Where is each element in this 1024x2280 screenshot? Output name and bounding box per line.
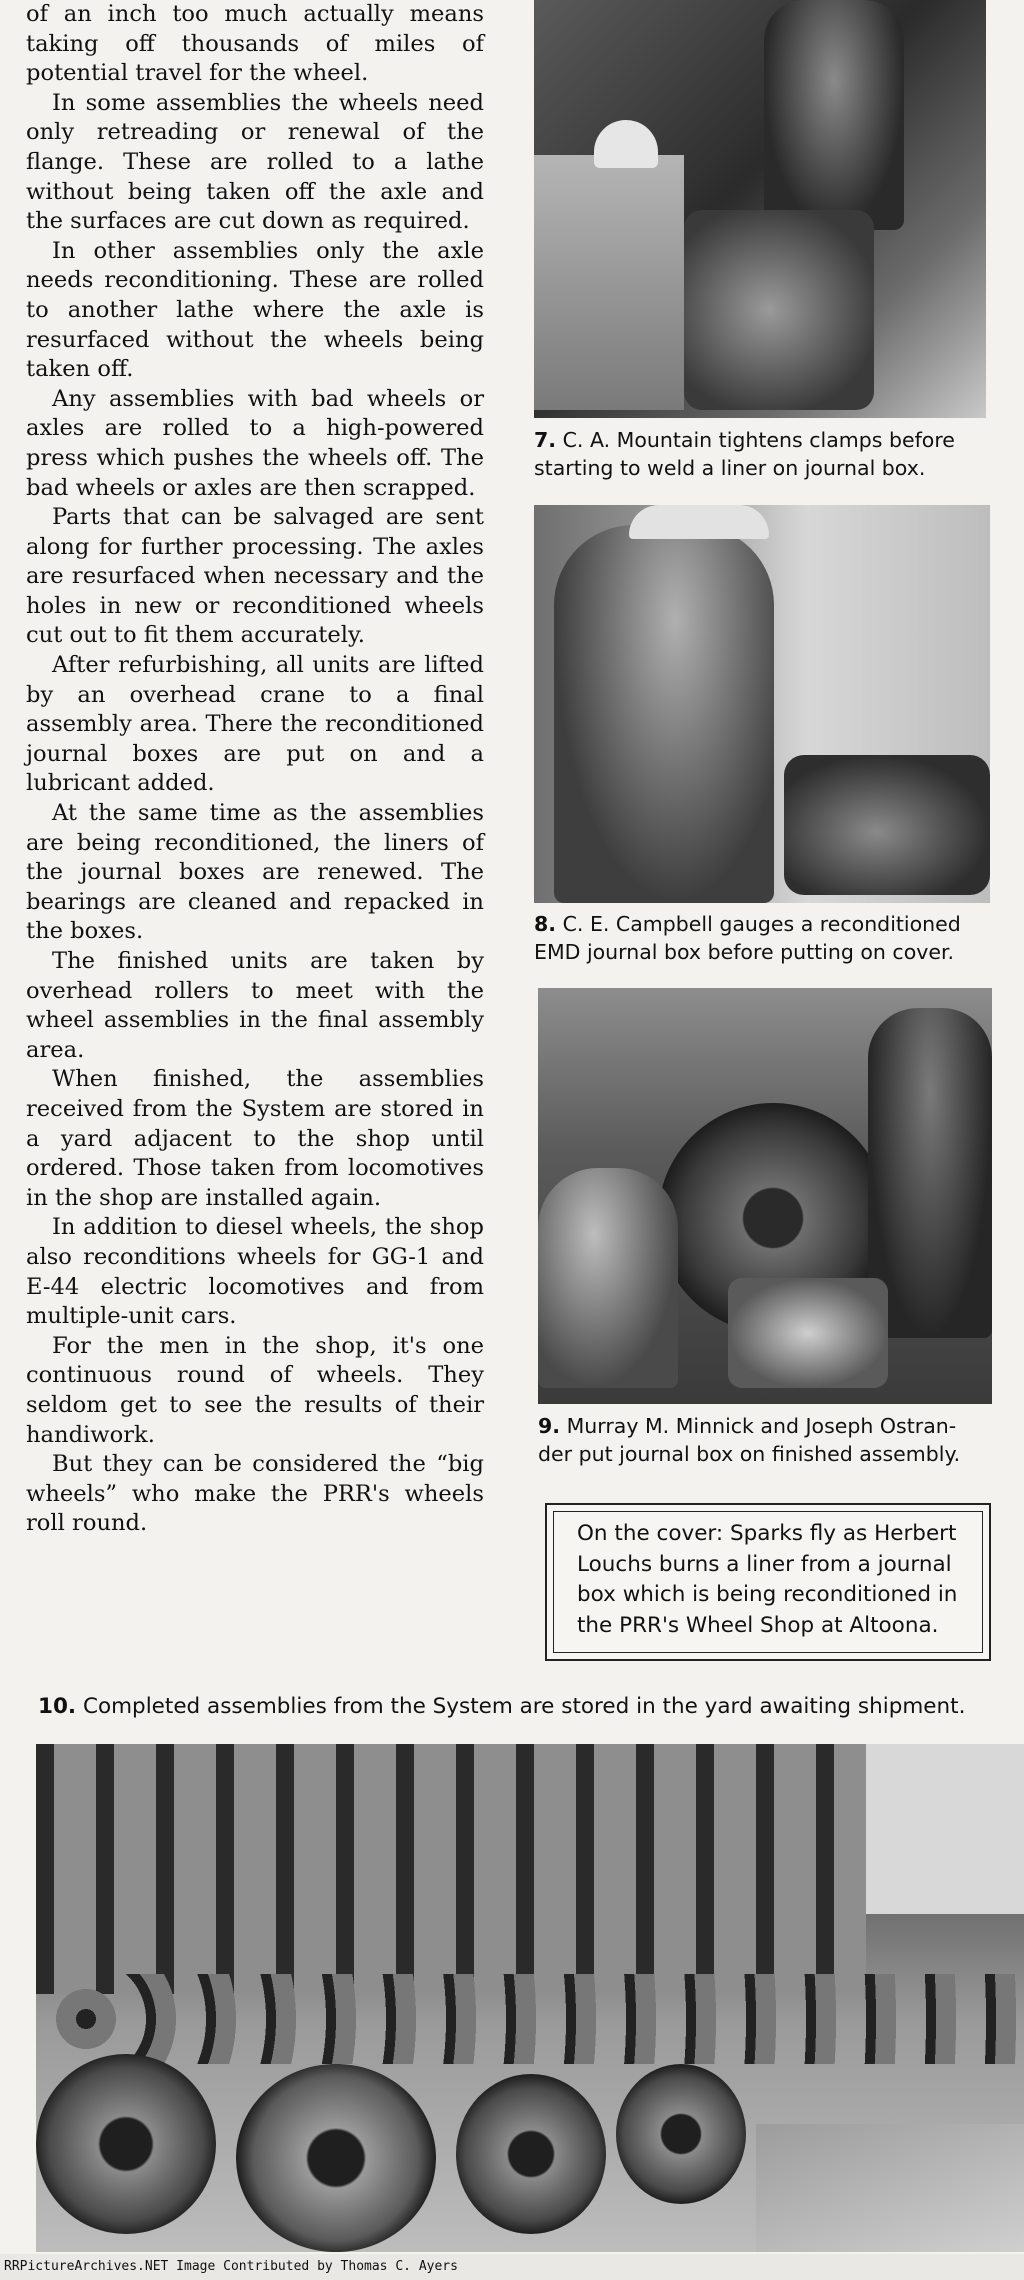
welding-helmet xyxy=(594,120,658,168)
cover-note-text xyxy=(577,1519,961,1641)
photo-7-welder-clamps xyxy=(534,0,986,418)
shop-building-windows xyxy=(36,1744,866,1994)
article-paragraph: In addition to diesel wheels, the shop also reconditions wheels for GG-1 and E-44 electric locomotives and from multiple-unit cars. xyxy=(26,1214,484,1330)
article-paragraph: In some assemblies the wheels need only retreading or renewal of the flange. These are rolled to a lathe without being taken off the axle and the surfaces are cut down as required. xyxy=(26,89,484,235)
caption-line: C. E. Campbell gauges a reconditioned xyxy=(562,912,961,936)
hard-hat xyxy=(629,505,769,539)
caption-line: EMD journal box before putting on cover. xyxy=(534,940,955,964)
footer-credit: RRPictureArchives.NET Image Contributed by Thomas C. Ayers xyxy=(0,2254,1024,2280)
worker-figure xyxy=(764,0,904,230)
cover-note-line: On the cover: Sparks fly as Herbert xyxy=(577,1521,957,1546)
article-paragraph: At the same time as the assemblies are being reconditioned, the liners of the journal boxes are renewed. The bearings are cleaned and repacked in the boxes. xyxy=(26,800,484,945)
cover-note-box xyxy=(545,1503,991,1661)
article-paragraph: of an inch too much actually means taking off thousands of miles of potential travel for the wheel. xyxy=(26,1,484,87)
photo-9-caption xyxy=(538,1412,1008,1468)
cover-note-line: Louchs burns a liner from a journal xyxy=(577,1551,952,1577)
wheel-large-4 xyxy=(616,2064,746,2204)
article-paragraph: The finished units are taken by overhead rollers to meet with the wheel assemblies in the final assembly area. xyxy=(26,948,484,1063)
article-paragraph: When finished, the assemblies received from the System are stored in a yard adjacent to the shop until ordered. Those taken from locomotives in the shop are installed again. xyxy=(26,1066,484,1211)
article-text-column xyxy=(26,0,484,1539)
wheel-large-3 xyxy=(456,2074,606,2234)
photo-10-wheel-yard xyxy=(36,1744,1024,2252)
article-paragraph: But they can be considered the “big wheels” who make the PRR's wheels roll round. xyxy=(26,1451,484,1537)
caption-line: der put journal box on finished assembly. xyxy=(538,1442,961,1466)
photo-number: 7. xyxy=(534,428,557,452)
caption-line: Murray M. Minnick and Joseph Ostran- xyxy=(566,1414,957,1438)
caption-line: starting to weld a liner on journal box. xyxy=(534,456,926,480)
worker-left xyxy=(538,1168,678,1388)
yard-ground xyxy=(756,2124,1024,2252)
worker-figure xyxy=(554,525,774,903)
photo-7-caption xyxy=(534,426,1004,482)
photo-10-caption xyxy=(38,1694,998,1719)
article-paragraph: Any assemblies with bad wheels or axles are rolled to a high-powered press which pushes the wheels off. The bad wheels or axles are then scrapped. xyxy=(26,385,484,501)
sky xyxy=(866,1744,1024,1914)
wheel-large-2 xyxy=(236,2064,436,2252)
wheel-row-back xyxy=(56,1974,1016,2064)
photo-9-finished-assembly xyxy=(538,988,992,1404)
photo-8-caption xyxy=(534,910,1004,966)
photo-number: 9. xyxy=(538,1414,561,1438)
photo-number: 8. xyxy=(534,912,557,936)
caption-line: C. A. Mountain tightens clamps before xyxy=(562,428,955,452)
caption-text: Completed assemblies from the System are stored in the yard awaiting shipment. xyxy=(82,1694,966,1719)
article-paragraph: After refurbishing, all units are lifted by an overhead crane to a final assembly area. There the reconditioned journal boxes are put on and a lubricant added. xyxy=(26,652,484,797)
journal-box xyxy=(728,1278,888,1388)
journal-box xyxy=(784,755,990,895)
article-paragraph: Parts that can be salvaged are sent along for further processing. The axles are resurfaced when necessary and the holes in new or reconditioned wheels cut out to fit them accurately. xyxy=(26,504,484,649)
article-paragraph: For the men in the shop, it's one continuous round of wheels. They seldom get to see the results of their handiwork. xyxy=(26,1332,484,1448)
cover-note-line: box which is being reconditioned in xyxy=(577,1582,958,1607)
wheel-large-1 xyxy=(36,2054,216,2234)
machine-cabinet xyxy=(534,155,684,410)
journal-box xyxy=(684,210,874,410)
photo-8-gauging-journal-box xyxy=(534,505,990,903)
article-paragraph: In other assemblies only the axle needs reconditioning. These are rolled to another lathe where the axle is resurfaced without the wheels being taken off. xyxy=(26,237,484,383)
cover-note-line: the PRR's Wheel Shop at Altoona. xyxy=(577,1612,939,1638)
photo-number: 10. xyxy=(38,1694,77,1719)
